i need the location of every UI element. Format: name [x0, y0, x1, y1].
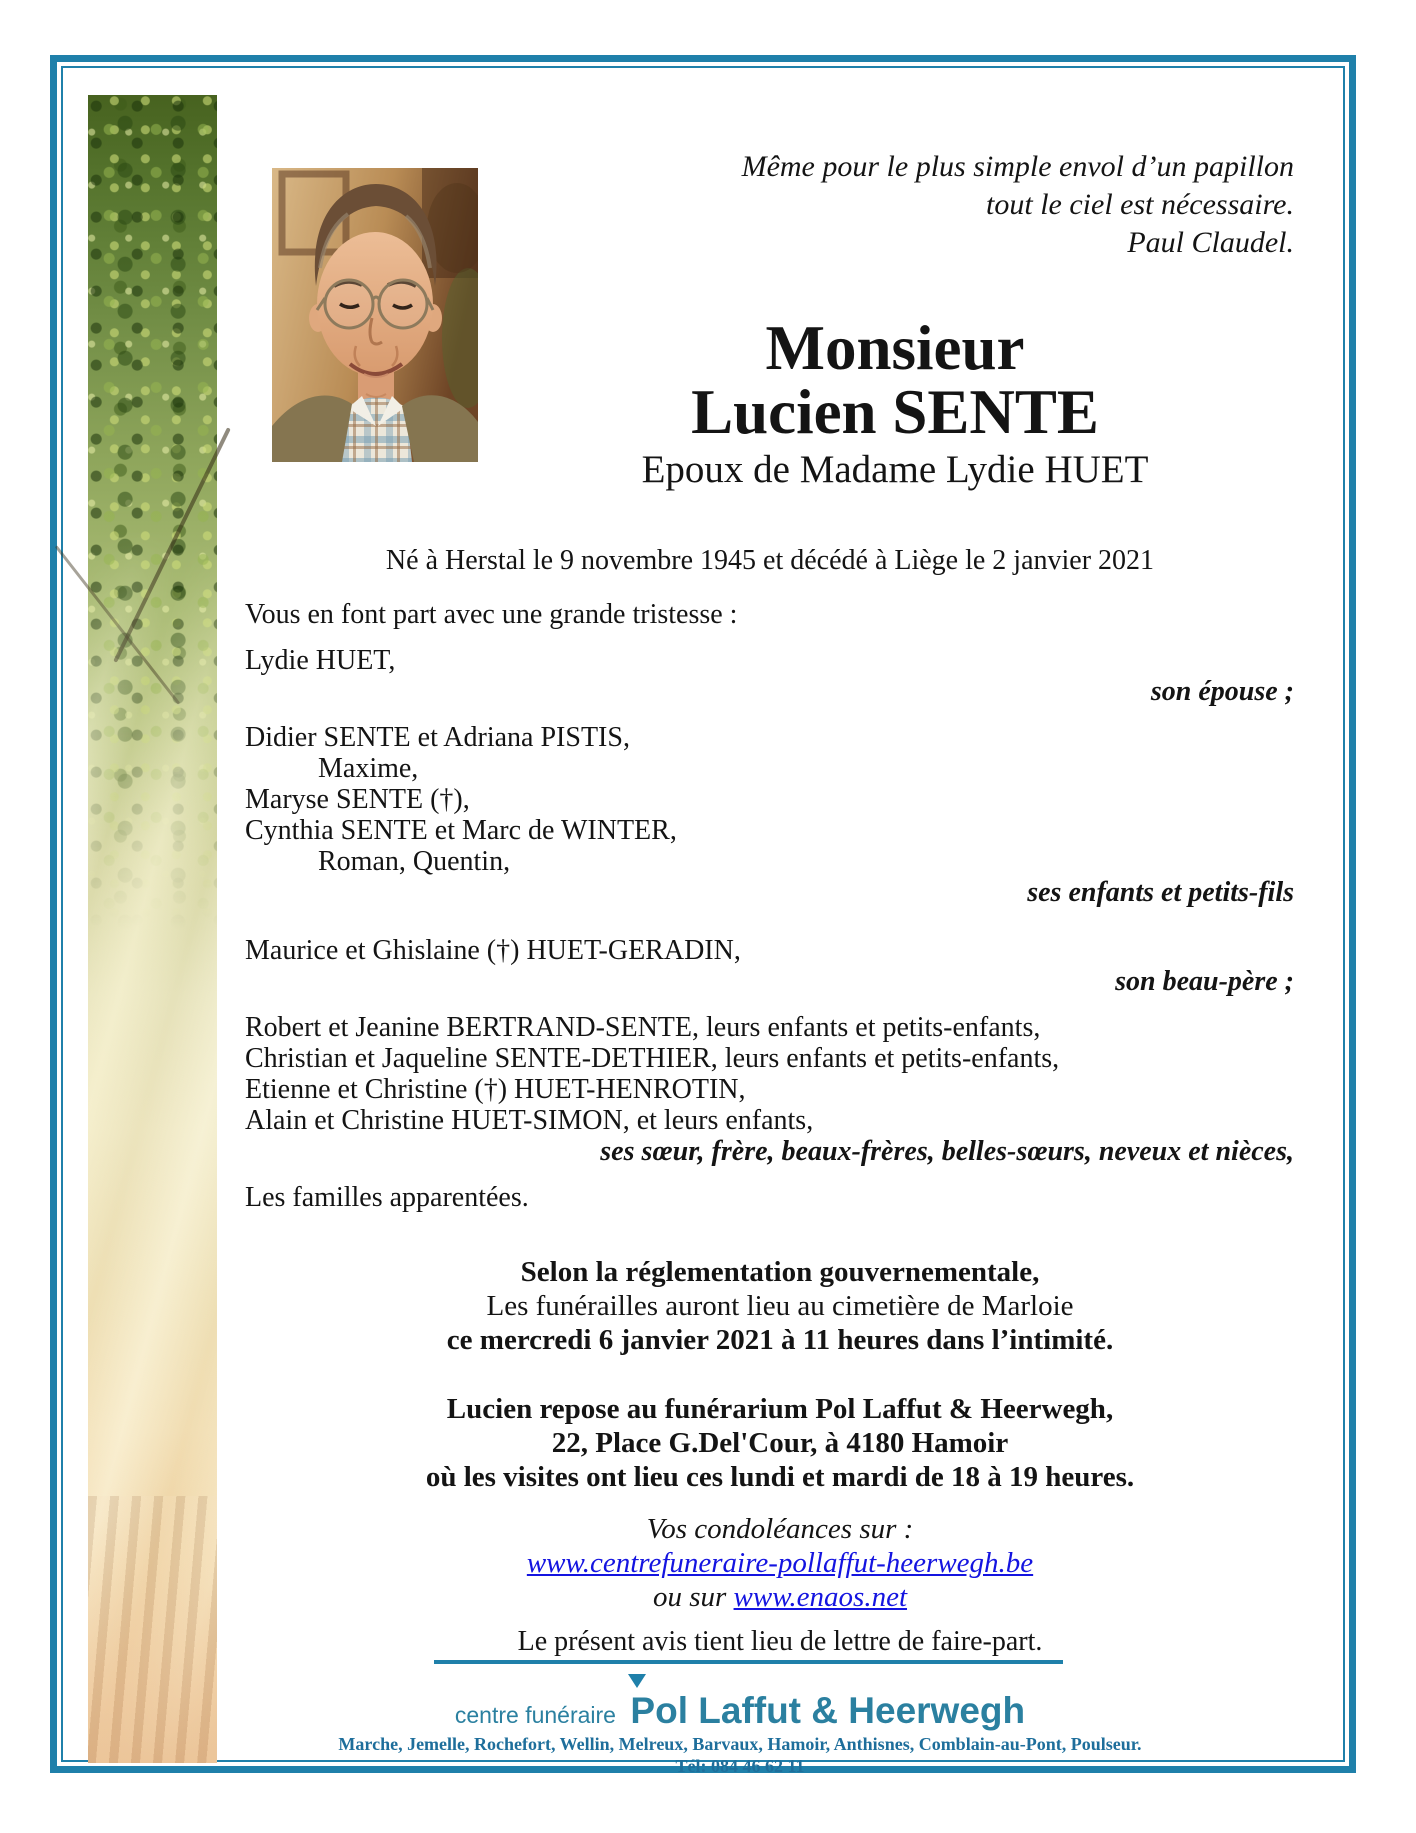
portrait-photo [272, 168, 478, 462]
family-line: Lydie HUET, [245, 645, 396, 676]
funerarium-info: Lucien repose au funérarium Pol Laffut & Heerwegh, [446, 1393, 1114, 1425]
sand-path-texture [88, 1496, 217, 1763]
relation-label: son épouse ; [1150, 676, 1294, 707]
logo-triangle-icon [628, 1674, 646, 1688]
spouse-line: Epoux de Madame Lydie HUET [641, 448, 1149, 491]
forest-path-photo [88, 95, 217, 1763]
related-families-line: Les familles apparentées. [245, 1182, 529, 1213]
quote-attribution: Paul Claudel. [1127, 226, 1294, 259]
family-line: Roman, Quentin, [318, 846, 511, 877]
memorial-quote [600, 148, 1294, 262]
brand-row [245, 1676, 1235, 1732]
deceased-title-block [500, 313, 1290, 492]
relation-label: ses sœur, frère, beaux-frères, belles-sœurs, neveux et nièces, [600, 1136, 1294, 1167]
condolence-or-prefix: ou sur [652, 1581, 734, 1613]
family-line: Etienne et Christine (†) HUET-HENROTIN, [245, 1074, 746, 1105]
ceremony-info: ce mercredi 6 janvier 2021 à 11 heures dans l’intimité. [446, 1324, 1114, 1356]
condolence-link-primary[interactable]: www.centrefuneraire-pollaffut-heerwegh.be [526, 1547, 1034, 1579]
ceremony-info: Les funérailles auront lieu au cimetière de Marloie [486, 1290, 1074, 1322]
family-line: Maxime, [318, 753, 419, 784]
quote-line: tout le ciel est nécessaire. [986, 188, 1294, 221]
announcement-intro: Vous en font part avec une grande tristesse : [245, 599, 738, 630]
brand-name: Pol Laffut & Heerwegh [630, 1690, 1026, 1731]
funerarium-info: 22, Place G.Del'Cour, à 4180 Hamoir [551, 1427, 1009, 1459]
family-line: Alain et Christine HUET-SIMON, et leurs enfants, [245, 1105, 814, 1136]
relation-label: ses enfants et petits-fils [1027, 877, 1294, 908]
life-dates: Né à Herstal le 9 novembre 1945 et décédé à Liège le 2 janvier 2021 [385, 545, 1155, 576]
ceremony-info: Selon la réglementation gouvernementale, [520, 1256, 1040, 1288]
service-cities: Marche, Jemelle, Rochefort, Wellin, Melreux, Barvaux, Hamoir, Anthisnes, Comblain-au-Pont, Poulseur. [338, 1734, 1142, 1754]
relation-label: son beau-père ; [1115, 966, 1294, 997]
announcement-body [245, 599, 1294, 1213]
family-line: Maryse SENTE (†), [245, 784, 470, 815]
family-line: Robert et Jeanine BERTRAND-SENTE, leurs enfants et petits-enfants, [245, 1012, 1041, 1043]
deceased-name: Lucien SENTE [691, 377, 1099, 447]
separator-rule [434, 1660, 1063, 1664]
brand-name-wrap [630, 1676, 1025, 1732]
honorific: Monsieur [765, 313, 1025, 383]
quote-line: Même pour le plus simple envol d’un papillon [741, 150, 1294, 183]
family-line: Cynthia SENTE et Marc de WINTER, [245, 815, 677, 846]
phone-number: Tél: 084 46 62 11 [675, 1756, 805, 1776]
legal-notice: Le présent avis tient lieu de lettre de faire-part. [517, 1626, 1043, 1657]
family-line: Maurice et Ghislaine (†) HUET-GERADIN, [245, 935, 741, 966]
ceremony-block [245, 1255, 1315, 1659]
family-line: Didier SENTE et Adriana PISTIS, [245, 722, 630, 753]
condolences-label: Vos condoléances sur : [646, 1513, 914, 1545]
funeral-home-logo [245, 1676, 1235, 1777]
family-line: Christian et Jaqueline SENTE-DETHIER, leurs enfants et petits-enfants, [245, 1043, 1060, 1074]
funerarium-info: où les visites ont lieu ces lundi et mardi de 18 à 19 heures. [425, 1461, 1135, 1493]
brand-prefix: centre funéraire [454, 1702, 616, 1728]
condolence-link-secondary[interactable]: www.enaos.net [733, 1581, 908, 1613]
